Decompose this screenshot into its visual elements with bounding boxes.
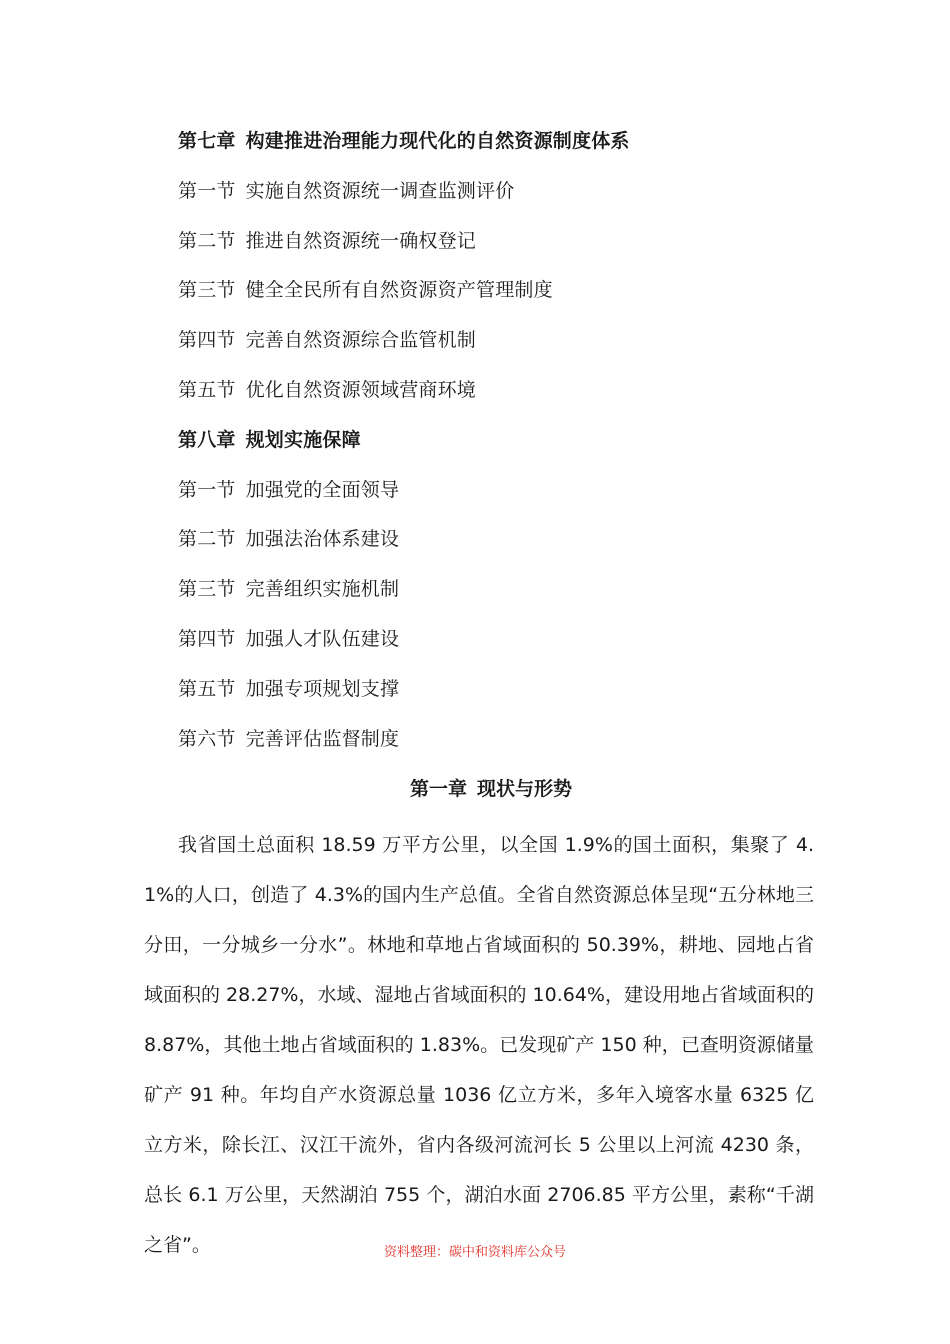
toc-section bbox=[178, 224, 838, 274]
toc-title: 完善自然资源综合监管机制 bbox=[245, 329, 477, 352]
toc-title: 推进自然资源统一确权登记 bbox=[245, 229, 477, 252]
toc-number: 第一节 bbox=[178, 179, 236, 202]
toc-number: 第八章 bbox=[178, 428, 236, 451]
toc-number: 第二节 bbox=[178, 528, 236, 551]
toc-title: 加强法治体系建设 bbox=[245, 528, 400, 551]
toc-number: 第七章 bbox=[178, 130, 236, 152]
toc-title: 优化自然资源领域营商环境 bbox=[245, 378, 477, 401]
toc-title: 构建推进治理能力现代化的自然资源制度体系 bbox=[245, 130, 630, 152]
toc-section bbox=[178, 672, 838, 722]
toc-title: 加强党的全面领导 bbox=[245, 478, 400, 501]
toc-section bbox=[178, 622, 838, 672]
chapter-title-text: 现状与形势 bbox=[477, 778, 573, 800]
chapter-heading bbox=[0, 772, 950, 806]
toc-number: 第三节 bbox=[178, 279, 236, 302]
toc-section bbox=[178, 722, 838, 772]
footer-watermark: 资料整理：碳中和资料库公众号 bbox=[383, 1245, 566, 1260]
toc-title: 加强专项规划支撑 bbox=[245, 677, 400, 700]
toc-number: 第六节 bbox=[178, 727, 236, 750]
toc-chapter-7 bbox=[178, 124, 838, 174]
toc-title: 加强人才队伍建设 bbox=[245, 627, 400, 650]
toc-title: 规划实施保障 bbox=[245, 428, 361, 451]
toc-number: 第二节 bbox=[178, 229, 236, 252]
toc-number: 第四节 bbox=[178, 329, 236, 352]
toc-title: 完善评估监督制度 bbox=[245, 727, 400, 750]
table-of-contents bbox=[178, 124, 838, 771]
toc-section bbox=[178, 373, 838, 423]
toc-number: 第五节 bbox=[178, 677, 236, 700]
toc-title: 实施自然资源统一调查监测评价 bbox=[245, 179, 515, 202]
body-paragraph: 我省国土总面积 18.59 万平方公里，以全国 1.9%的国土面积，集聚了 4.1%的人口，创造了 4.3%的国内生产总值。全省自然资源总体呈现“五分林地三分田，一分城乡一分水”。林地和草地占省域面积的 50.39%，耕地、园地占省域面积的 28.27%，水域、湿地占省域面积的 10.64%，建设用地占省域面积的 8.87%，其他土地占省域面积的 1.83%。已发现矿产 150 种，已查明资源储量矿产 91 种。年均自产水资源总量 1036 亿立方米，多年入境客水量 6325 亿立方米，除长江、汉江干流外，省内各级河流河长 5 公里以上河流 4230 条，总长 6.1 万公里，天然湖泊 755 个，湖泊水面 2706.85 平方公里，素称“千湖之省”。 bbox=[144, 834, 814, 1256]
toc-section bbox=[178, 273, 838, 323]
toc-section bbox=[178, 473, 838, 523]
toc-title: 完善组织实施机制 bbox=[245, 578, 400, 601]
toc-section bbox=[178, 174, 838, 224]
toc-number: 第四节 bbox=[178, 627, 236, 650]
toc-chapter-8 bbox=[178, 423, 838, 473]
toc-number: 第五节 bbox=[178, 378, 236, 401]
toc-title: 健全全民所有自然资源资产管理制度 bbox=[245, 279, 553, 302]
toc-section bbox=[178, 522, 838, 572]
toc-number: 第三节 bbox=[178, 578, 236, 601]
toc-section bbox=[178, 572, 838, 622]
toc-number: 第一节 bbox=[178, 478, 236, 501]
chapter-number: 第一章 bbox=[409, 778, 467, 800]
toc-section bbox=[178, 323, 838, 373]
